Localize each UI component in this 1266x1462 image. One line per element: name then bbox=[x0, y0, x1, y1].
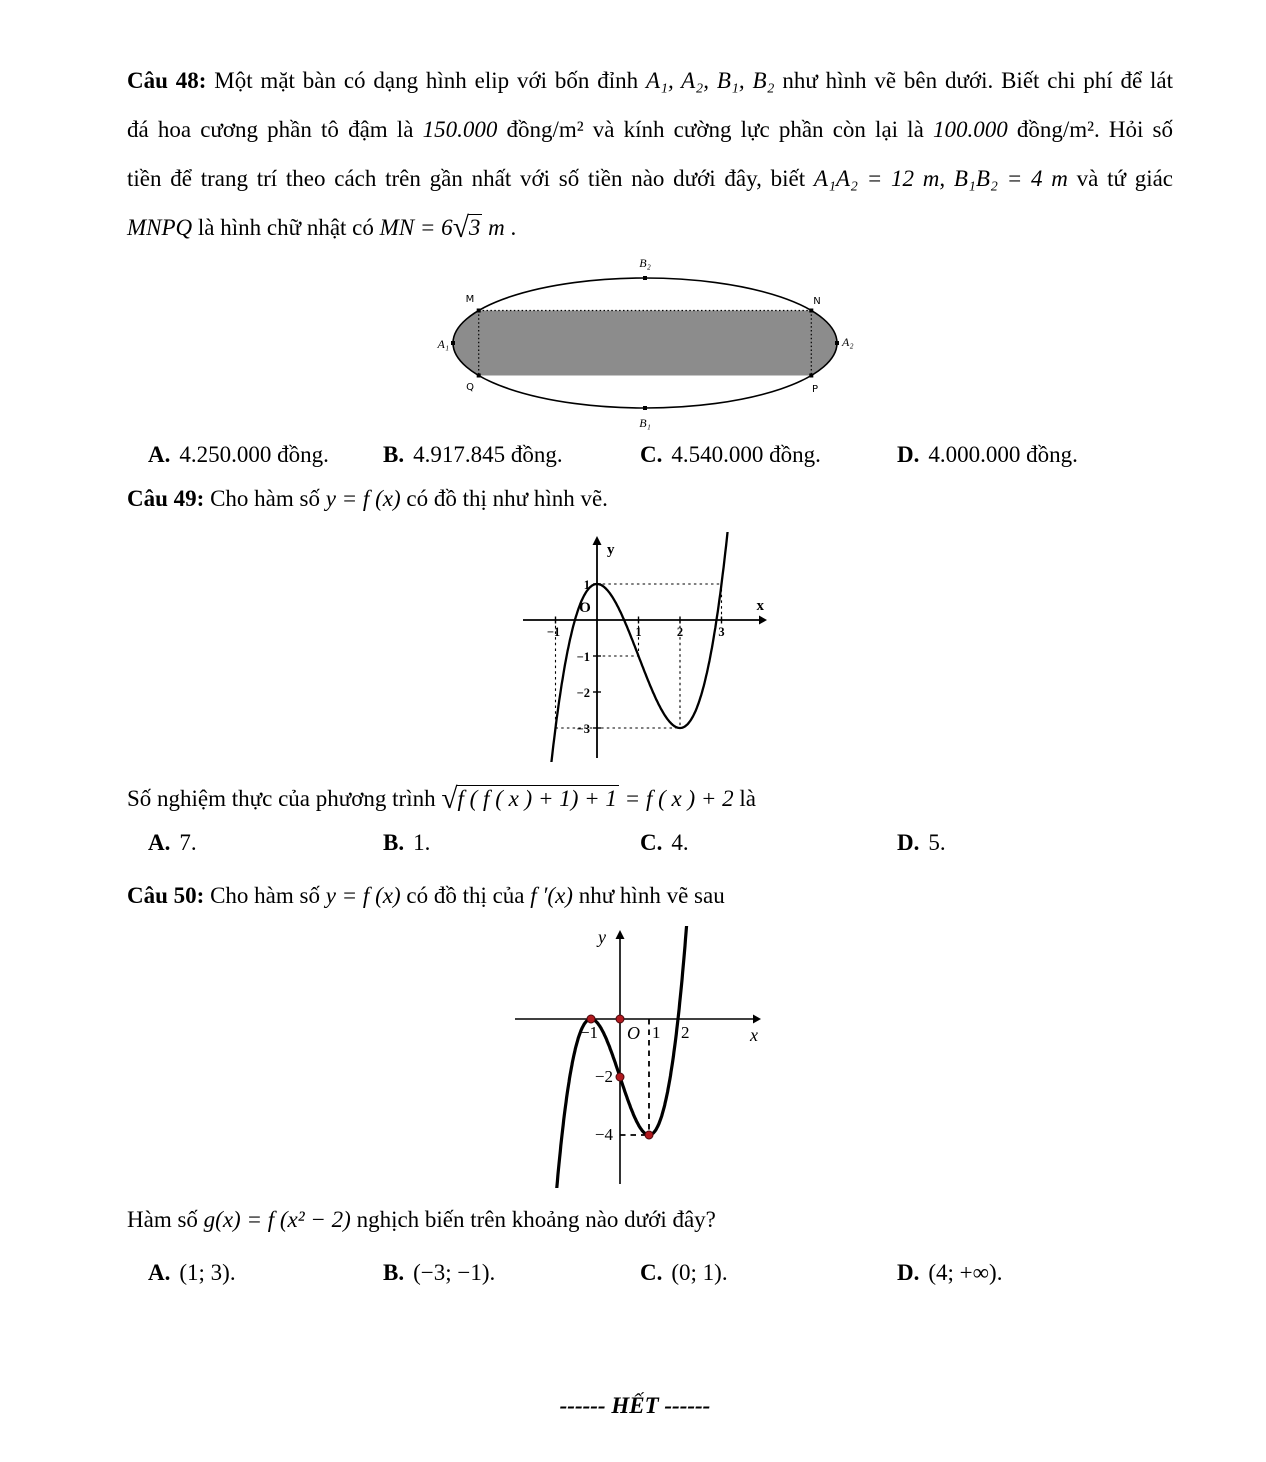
text-run: A₁, A₂, B₁, B₂ bbox=[645, 68, 775, 93]
answer-letter: A. bbox=[148, 441, 171, 467]
svg-text:1: 1 bbox=[635, 624, 642, 639]
answer-option-c bbox=[640, 1258, 897, 1288]
text-run: đồng/m² và kính cường lực phần còn lại là bbox=[497, 117, 933, 142]
point-n bbox=[809, 308, 813, 312]
answer-letter: D. bbox=[897, 830, 920, 855]
text-run: √ bbox=[441, 782, 457, 815]
answer-letter: C. bbox=[640, 441, 663, 467]
svg-text:O: O bbox=[579, 599, 591, 616]
answer-text: 4.917.845 đồng. bbox=[413, 441, 563, 467]
q49-header bbox=[127, 484, 1173, 514]
text-run: 3 bbox=[468, 215, 481, 240]
svg-text:−2: −2 bbox=[576, 685, 590, 700]
answer-letter: A. bbox=[148, 1260, 171, 1285]
q49-question bbox=[127, 776, 1173, 822]
q48-line-3 bbox=[127, 154, 1173, 203]
label-b2: B₂ bbox=[639, 255, 651, 270]
answer-text: 4.250.000 đồng. bbox=[179, 441, 329, 467]
q48-line-2 bbox=[127, 105, 1173, 154]
text-run: nghịch biến trên khoảng nào dưới đây? bbox=[350, 1207, 716, 1232]
q48-line-4 bbox=[127, 203, 1173, 253]
point-p bbox=[809, 373, 813, 377]
text-run: f ( f ( x ) + 1) + 1 bbox=[457, 786, 617, 811]
answer-option-d bbox=[897, 440, 1173, 470]
q48-answers bbox=[127, 440, 1173, 470]
answer-option-d bbox=[897, 1258, 1173, 1288]
point-b2 bbox=[643, 276, 647, 280]
answer-option-a bbox=[148, 828, 383, 858]
svg-text:3: 3 bbox=[718, 624, 725, 639]
label-a1: A₁ bbox=[437, 336, 449, 351]
point-a2 bbox=[835, 341, 839, 345]
graph-f-prime bbox=[512, 926, 764, 1188]
text-run: là hình chữ nhật có bbox=[192, 215, 380, 240]
label-n: N bbox=[813, 295, 821, 307]
answer-option-b bbox=[383, 828, 640, 858]
text-run: Hàm số bbox=[127, 1207, 204, 1232]
svg-text:y: y bbox=[607, 541, 615, 558]
text-run: Một mặt bàn có dạng hình elip với bốn đỉnh bbox=[206, 68, 646, 93]
end-marker: ------ HẾT ------ bbox=[559, 1393, 711, 1418]
label-m: M bbox=[465, 293, 475, 305]
answer-option-c bbox=[640, 440, 897, 470]
text-run: 150.000 bbox=[422, 117, 498, 142]
label-a2: A₂ bbox=[842, 334, 854, 349]
svg-text:−1: −1 bbox=[579, 1023, 599, 1042]
svg-text:−1: −1 bbox=[576, 649, 590, 664]
text-run: như hình vẽ sau bbox=[572, 883, 725, 908]
point-a1 bbox=[451, 341, 455, 345]
text-run: đồng/m². Hỏi số bbox=[1007, 117, 1173, 142]
answer-letter: D. bbox=[897, 441, 920, 467]
text-run: y = f (x) bbox=[325, 883, 401, 908]
label-b1: B₁ bbox=[639, 415, 651, 430]
svg-text:2: 2 bbox=[681, 1023, 690, 1042]
answer-text: 4. bbox=[671, 830, 689, 855]
figure-graph-f-prime bbox=[512, 926, 1173, 1188]
q49-answers bbox=[127, 828, 1173, 858]
answer-option-a bbox=[148, 440, 383, 470]
answer-text: (4; +∞). bbox=[928, 1260, 1003, 1285]
answer-letter: A. bbox=[148, 830, 171, 855]
text-run: Cho hàm số bbox=[204, 883, 326, 908]
text-run: 100.000 bbox=[932, 117, 1008, 142]
answer-option-c bbox=[640, 828, 897, 858]
svg-text:1: 1 bbox=[652, 1023, 661, 1042]
text-run: là bbox=[733, 786, 756, 811]
svg-text:1: 1 bbox=[583, 577, 590, 592]
q50-question bbox=[127, 1204, 1173, 1236]
text-run: có đồ thị của bbox=[400, 883, 531, 908]
text-run: = f ( x ) + 2 bbox=[618, 786, 734, 811]
answer-text: (1; 3). bbox=[179, 1260, 236, 1285]
text-run: m bbox=[482, 215, 505, 240]
label-q: Q bbox=[466, 381, 474, 393]
q48-line-1 bbox=[127, 56, 1173, 105]
answer-option-d bbox=[897, 828, 1173, 858]
answer-letter: C. bbox=[640, 830, 663, 855]
label-p: P bbox=[811, 383, 819, 395]
q48-paragraph bbox=[127, 56, 1173, 253]
answer-text: 7. bbox=[179, 830, 197, 855]
text-run: MNPQ bbox=[127, 215, 193, 240]
text-run: Số nghiệm thực của phương trình bbox=[127, 786, 442, 811]
text-run: A₁A₂ = 12 m, B₁B₂ = 4 m bbox=[813, 166, 1068, 191]
text-run: √ bbox=[452, 211, 468, 244]
answer-text: (−3; −1). bbox=[413, 1260, 496, 1285]
shaded-band bbox=[435, 310, 855, 375]
answer-text: 4.540.000 đồng. bbox=[671, 441, 821, 467]
text-run: g(x) = f (x² − 2) bbox=[203, 1207, 351, 1232]
answer-letter: B. bbox=[383, 830, 405, 855]
answer-text: 4.000.000 đồng. bbox=[928, 441, 1078, 467]
text-run: MN = 6 bbox=[379, 215, 453, 240]
question-49 bbox=[127, 484, 1173, 858]
text-run: f ′(x) bbox=[530, 883, 573, 908]
answer-letter: B. bbox=[383, 441, 405, 467]
svg-text:−1: −1 bbox=[546, 624, 561, 639]
answer-text: 1. bbox=[413, 830, 431, 855]
q50-header bbox=[127, 881, 1173, 911]
svg-text:x: x bbox=[750, 1025, 758, 1045]
text-run: đá hoa cương phần tô đậm là bbox=[127, 117, 423, 142]
text-run: như hình vẽ bên dưới. Biết chi phí để lát bbox=[774, 68, 1173, 93]
answer-letter: D. bbox=[897, 1260, 920, 1285]
question-label: Câu 49: bbox=[127, 485, 205, 511]
svg-text:−4: −4 bbox=[594, 1125, 613, 1144]
question-label: Câu 48: bbox=[127, 68, 207, 93]
svg-text:2: 2 bbox=[676, 624, 684, 639]
text-run: và tứ giác bbox=[1067, 166, 1174, 191]
question-label: Câu 50: bbox=[127, 883, 205, 908]
answer-text: 5. bbox=[928, 830, 946, 855]
ellipse-diagram bbox=[425, 253, 865, 433]
answer-option-a bbox=[148, 1258, 383, 1288]
text-run: có đồ thị như hình vẽ. bbox=[400, 485, 608, 511]
point-m bbox=[477, 308, 481, 312]
svg-text:y: y bbox=[598, 927, 606, 947]
figure-ellipse-table bbox=[425, 253, 1173, 433]
text-run: Cho hàm số bbox=[204, 485, 326, 511]
svg-text:−2: −2 bbox=[594, 1067, 613, 1086]
question-50 bbox=[127, 881, 1173, 1288]
point-q bbox=[477, 373, 481, 377]
answer-letter: C. bbox=[640, 1260, 663, 1285]
answer-option-b bbox=[383, 1258, 640, 1288]
text-run: y = f (x) bbox=[325, 485, 401, 511]
svg-text:−3: −3 bbox=[576, 721, 590, 736]
text-run: tiền để trang trí theo cách trên gần nhất với số tiền nào dưới đây, biết bbox=[127, 166, 814, 191]
svg-text:x: x bbox=[756, 597, 764, 614]
question-48 bbox=[127, 56, 1173, 470]
q50-answers bbox=[127, 1258, 1173, 1288]
text-run: . bbox=[504, 215, 517, 240]
graph-f-of-x bbox=[520, 532, 770, 762]
answer-option-b bbox=[383, 440, 640, 470]
svg-text:O: O bbox=[627, 1023, 640, 1043]
answer-text: (0; 1). bbox=[671, 1260, 728, 1285]
answer-letter: B. bbox=[383, 1260, 405, 1285]
figure-graph-f bbox=[520, 532, 1173, 762]
point-b1 bbox=[643, 406, 647, 410]
